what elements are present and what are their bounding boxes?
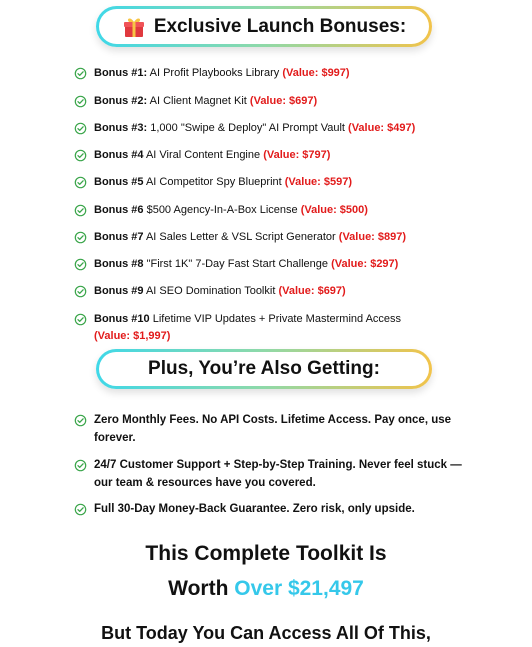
bonus-value: (Value: $1,997) [94,330,171,342]
check-circle-icon [74,414,87,427]
check-circle-icon [74,149,87,162]
bonus-title: Lifetime VIP Updates + Private Mastermind Access [152,313,402,325]
check-circle-icon [74,67,87,80]
bonus-title: AI Sales Letter & VSL Script Generator [145,231,336,243]
also-header-title: Plus, You’re Also Getting: [148,358,380,379]
check-circle-icon [74,459,87,472]
bonus-value: (Value: $997) [282,67,350,79]
also-item-text: Zero Monthly Fees. No API Costs. Lifetime Access. Pay once, use forever. [94,414,452,444]
bonus-label: Bonus #7 [94,231,144,243]
also-item-text: Full 30-Day Money-Back Guarantee. Zero risk, only upside. [94,503,415,515]
bonus-value: (Value: $497) [348,122,416,134]
bonuses-header-pill [96,6,432,47]
worth-prefix: Worth [168,577,229,600]
gift-icon [122,15,146,39]
bonus-title: AI Viral Content Engine [145,149,261,161]
check-circle-icon [74,95,87,108]
check-circle-icon [74,313,87,326]
bonus-label: Bonus #6 [94,204,144,216]
bonus-label: Bonus #9 [94,285,144,297]
bonus-label: Bonus #4 [94,149,144,161]
bonus-label: Bonus #5 [94,176,144,188]
bonus-title: $500 Agency-In-A-Box License [146,204,298,216]
check-circle-icon [74,122,87,135]
bonus-value: (Value: $597) [284,176,353,188]
check-circle-icon [74,503,87,516]
bonus-value: (Value: $697) [278,285,346,297]
also-item-text: 24/7 Customer Support + Step-by-Step Training. Never feel stuck — our team & resources have you covered. [94,459,462,489]
bonus-label: Bonus #2: [94,95,148,107]
bonus-title: AI Client Magnet Kit [149,95,247,107]
bonus-title: AI Competitor Spy Blueprint [145,176,282,188]
bonus-label: Bonus #1: [94,67,148,79]
bonus-value: (Value: $697) [249,95,318,107]
bonus-value: (Value: $797) [263,149,331,161]
bonus-value: (Value: $500) [300,204,368,216]
bonuses-header-title: Exclusive Launch Bonuses: [153,15,407,37]
worth-line-2 [0,577,532,601]
bonus-title: 1,000 "Swipe & Deploy" AI Prompt Vault [150,122,345,134]
check-circle-icon [74,231,87,244]
bonus-title: AI Profit Playbooks Library [149,67,280,79]
worth-highlight: Over $21,497 [234,577,364,600]
bonus-title: "First 1K" 7-Day Fast Start Challenge [146,258,329,270]
bonus-label: Bonus #8 [94,258,144,270]
worth-line-1: This Complete Toolkit Is [145,542,387,565]
bonus-label: Bonus #3: [94,122,148,134]
bonus-value: (Value: $897) [338,231,407,243]
access-line: But Today You Can Access All Of This, [101,623,431,643]
also-header-pill [96,349,432,389]
check-circle-icon [74,176,87,189]
bonus-label: Bonus #10 [94,313,150,325]
check-circle-icon [74,258,87,271]
check-circle-icon [74,285,87,298]
bonus-title: AI SEO Domination Toolkit [145,285,276,297]
check-circle-icon [74,204,87,217]
bonus-value: (Value: $297) [331,258,399,270]
